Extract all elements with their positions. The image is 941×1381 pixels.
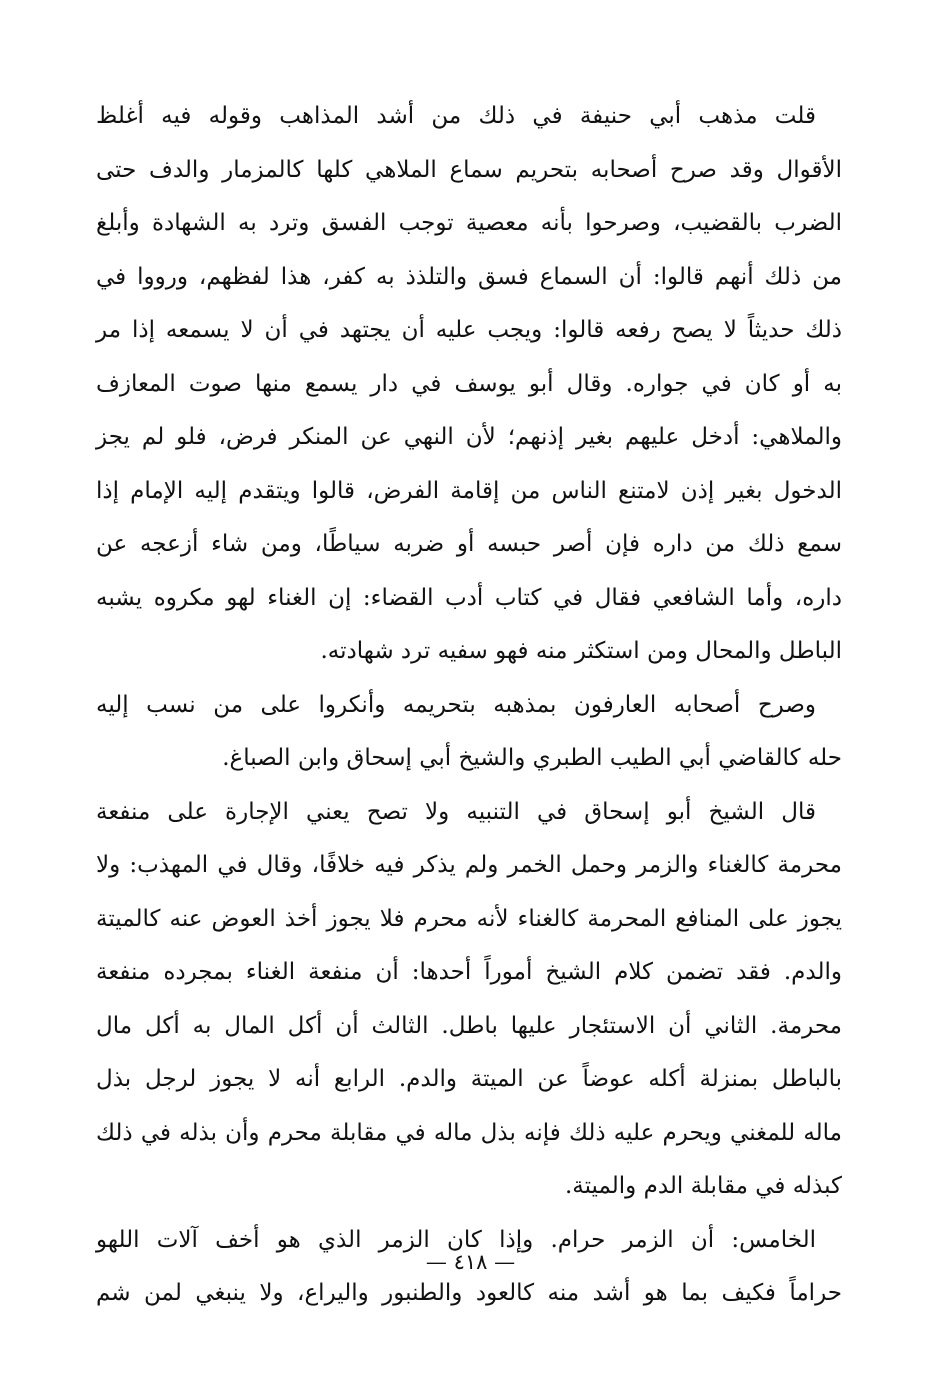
text-line: يجوز على المنافع المحرمة كالغناء لأنه محرم فلا يجوز أخذ العوض عنه كالميتة <box>96 905 842 932</box>
text-line: به أو كان في جواره. وقال أبو يوسف في دار يسمع منها صوت المعازف <box>96 370 842 397</box>
paragraph-2 <box>96 679 842 786</box>
text-line: حله كالقاضي أبي الطيب الطبري والشيخ أبي إسحاق وابن الصباغ. <box>222 745 842 771</box>
text-line: والملاهي: أدخل عليهم بغير إذنهم؛ لأن النهي عن المنكر فرض، فلو لم يجز <box>96 424 842 450</box>
text-line: حراماً فكيف بما هو أشد منه كالعود والطنبور واليراع، ولا ينبغي لمن شم <box>96 1280 842 1306</box>
text-line: محرمة كالغناء والزمر وحمل الخمر ولم يذكر فيه خلافًا، وقال في المهذب: ولا <box>96 852 842 878</box>
text-line: وصرح أصحابه العارفون بمذهبه بتحريمه وأنكروا على من نسب إليه <box>96 691 816 718</box>
text-line: من ذلك أنهم قالوا: أن السماع فسق والتلذذ به كفر، هذا لفظهم، ورووا في <box>96 263 842 290</box>
text-line: محرمة. الثاني أن الاستئجار عليها باطل. الثالث أن أكل المال به أكل مال <box>96 1012 842 1039</box>
page-body <box>96 90 842 1306</box>
text-line: سمع ذلك من داره فإن أصر حبسه أو ضربه سياطًا، ومن شاء أزعجه عن <box>96 531 842 557</box>
text-line: ذلك حديثاً لا يصح رفعه قالوا: ويجب عليه أن يجتهد في أن لا يسمعه إذا مر <box>96 317 842 343</box>
text-line: الدخول بغير إذن لامتنع الناس من إقامة الفرض، قالوا ويتقدم إليه الإمام إذا <box>96 477 842 504</box>
paragraph-1 <box>96 90 842 679</box>
text-line: ماله للمغني ويحرم عليه ذلك فإنه بذل ماله في مقابلة محرم وأن بذله في ذلك <box>96 1119 842 1146</box>
page-number: — ٤١٨ — <box>425 1250 516 1274</box>
text-line: كبذله في مقابلة الدم والميتة. <box>564 1173 842 1199</box>
paragraph-3 <box>96 786 842 1214</box>
text-line: بالباطل بمنزلة أكله عوضاً عن الميتة والدم. الرابع أنه لا يجوز لرجل بذل <box>96 1066 842 1092</box>
text-line: داره، وأما الشافعي فقال في كتاب أدب القضاء: إن الغناء لهو مكروه يشبه <box>96 584 842 611</box>
text-line: الباطل والمحال ومن استكثر منه فهو سفيه ترد شهادته. <box>320 638 842 664</box>
text-line: الأقوال وقد صرح أصحابه بتحريم سماع الملاهي كلها كالمزمار والدف حتى <box>96 156 842 183</box>
text-line: والدم. فقد تضمن كلام الشيخ أموراً أحدها: أن منفعة الغناء بمجرده منفعة <box>96 959 842 985</box>
text-line: الخامس: أن الزمر حرام. وإذا كان الزمر الذي هو أخف آلات اللهو <box>96 1226 816 1253</box>
text-line: الضرب بالقضيب، وصرحوا بأنه معصية توجب الفسق وترد به الشهادة وأبلغ <box>96 210 842 236</box>
text-line: قلت مذهب أبي حنيفة في ذلك من أشد المذاهب وقوله فيه أغلظ <box>96 103 816 129</box>
text-line: قال الشيخ أبو إسحاق في التنبيه ولا تصح يعني الإجارة على منفعة <box>96 798 816 825</box>
